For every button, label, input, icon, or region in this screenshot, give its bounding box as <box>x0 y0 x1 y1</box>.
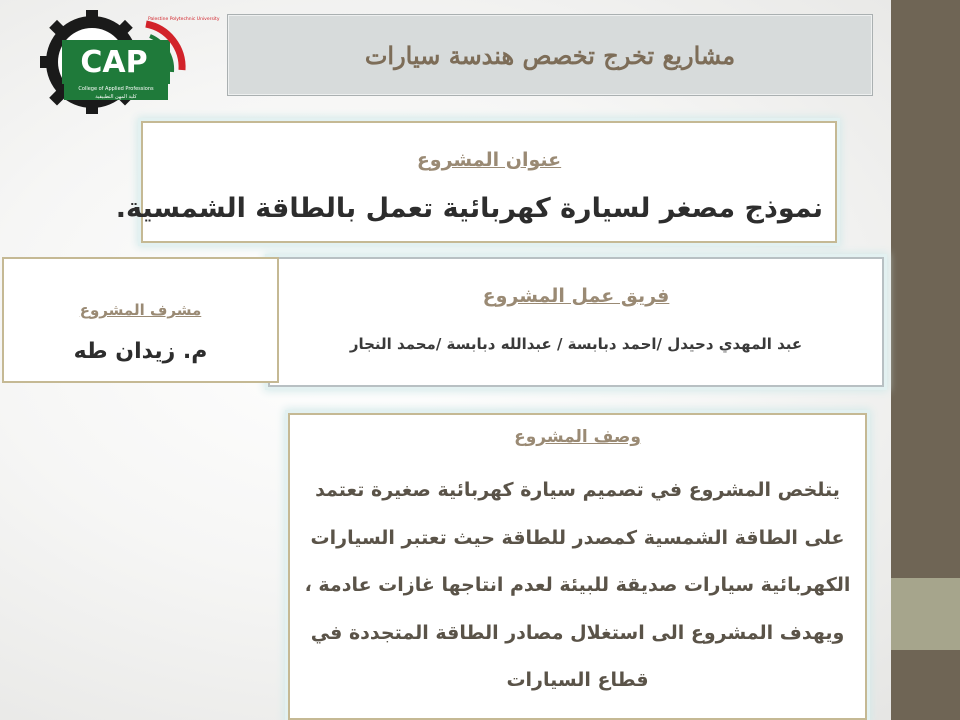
description-text: يتلخص المشروع في تصميم سيارة كهربائية صغيرة تعتمد على الطاقة الشمسية كمصدر للطاقة حيث تعتبر السيارات الكهربائية سيارات صديقة للبيئة لعدم انتاجها غازات عادمة ، ويهدف المشروع الى استغلال مصادر الطاقة المتجددة في قطاع السيارات <box>304 479 851 691</box>
sidebar-band <box>891 578 960 650</box>
logo-caption-en: College of Applied Professions <box>78 86 154 92</box>
team-members: عبد المهدي دحيدل /احمد دبابسة / عبدالله دبابسة /محمد النجار <box>349 335 803 353</box>
logo-ring-text: Palestine Polytechnic University <box>148 17 220 22</box>
logo-caption-ar: كلية المهن التطبيقية <box>95 94 137 100</box>
description-label: وصف المشروع <box>514 427 641 447</box>
team-card <box>268 257 884 387</box>
supervisor-card <box>2 257 279 383</box>
project-title-card <box>115 121 837 243</box>
supervisor-name: م. زيدان طه <box>73 339 208 364</box>
page-title: مشاريع تخرج تخصص هندسة سيارات <box>364 40 736 70</box>
project-title-label: عنوان المشروع <box>416 149 562 171</box>
college-logo <box>28 10 220 120</box>
page-title-banner <box>227 14 873 96</box>
supervisor-label: مشرف المشروع <box>79 301 202 319</box>
project-title: نموذج مصغر لسيارة كهربائية تعمل بالطاقة الشمسية. <box>115 193 823 224</box>
logo-letters: CAP <box>80 45 148 80</box>
team-label: فريق عمل المشروع <box>482 285 670 307</box>
description-card <box>288 413 867 720</box>
